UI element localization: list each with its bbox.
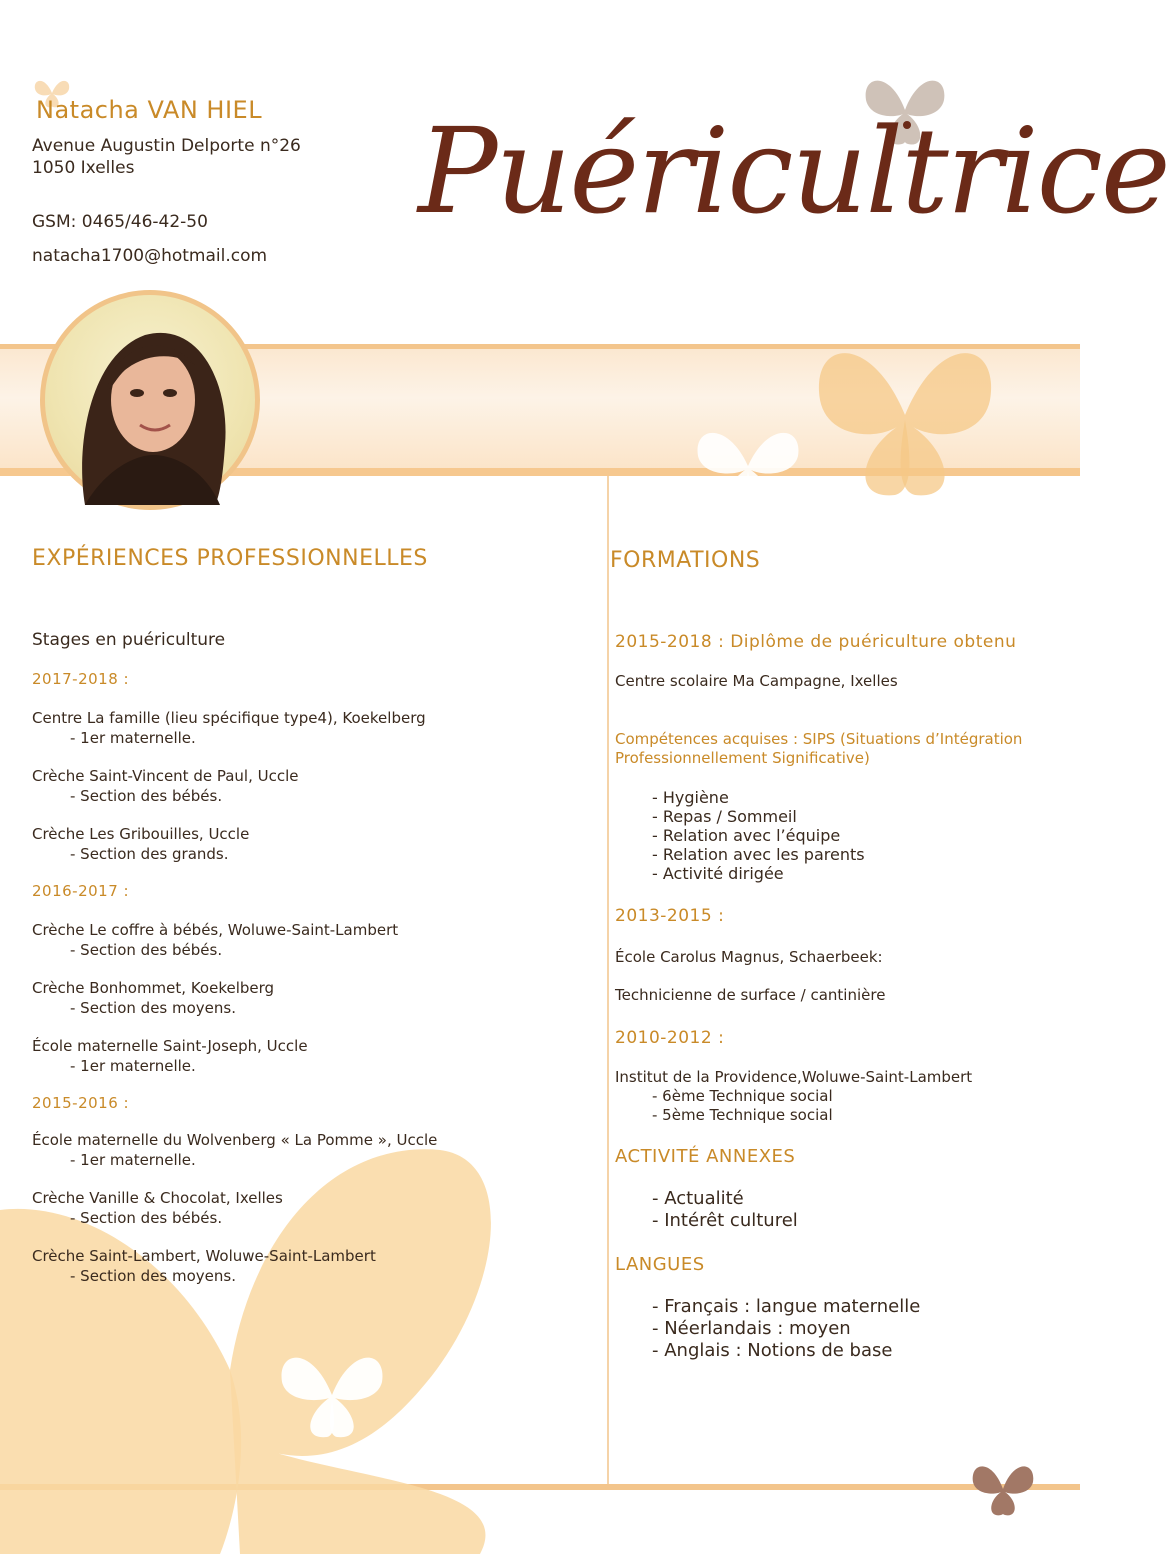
person-name: Natacha VAN HIEL bbox=[36, 96, 263, 124]
list-item: Crèche Vanille & Chocolat, Ixelles - Section des bébés. bbox=[32, 1189, 283, 1227]
list-item: - Intérêt culturel bbox=[652, 1210, 798, 1231]
list-item: Centre La famille (lieu spécifique type4), Koekelberg - 1er maternelle. bbox=[32, 709, 426, 747]
experiences-title: EXPÉRIENCES PROFESSIONNELLES bbox=[32, 546, 428, 571]
formation-1-skills-line-1: Compétences acquises : SIPS (Situations d’Intégration bbox=[615, 730, 1023, 748]
butterfly-brown-icon bbox=[968, 1458, 1038, 1520]
profile-photo bbox=[40, 290, 260, 510]
formation-2-year: 2013-2015 : bbox=[615, 906, 725, 926]
annexes-list bbox=[652, 1188, 798, 1232]
list-item: - Hygiène bbox=[652, 788, 729, 807]
portrait-icon bbox=[45, 295, 255, 505]
butterfly-white-bottom-icon bbox=[272, 1340, 392, 1445]
list-item: - Néerlandais : moyen bbox=[652, 1318, 851, 1339]
formation-3-detail: - 5ème Technique social bbox=[652, 1106, 833, 1124]
formation-2-school: École Carolus Magnus, Schaerbeek: bbox=[615, 948, 883, 966]
formation-3-detail: - 6ème Technique social bbox=[652, 1087, 833, 1105]
year-2015-2016: 2015-2016 : bbox=[32, 1094, 130, 1112]
list-item: École maternelle du Wolvenberg « La Pomme », Uccle - 1er maternelle. bbox=[32, 1131, 438, 1169]
formation-3-school: Institut de la Providence,Woluwe-Saint-Lambert bbox=[615, 1068, 973, 1086]
butterfly-white-icon bbox=[688, 416, 808, 516]
list-item: Crèche Bonhommet, Koekelberg - Section des moyens. bbox=[32, 979, 275, 1017]
butterfly-icon bbox=[800, 320, 1010, 510]
formation-1-skills-line-2: Professionnellement Significative) bbox=[615, 749, 870, 767]
langues-title: LANGUES bbox=[615, 1254, 705, 1275]
formation-1-heading: 2015-2018 : Diplôme de puériculture obtenu bbox=[615, 632, 1017, 652]
formations-title: FORMATIONS bbox=[610, 548, 761, 573]
formation-3-year: 2010-2012 : bbox=[615, 1028, 725, 1048]
list-item: École maternelle Saint-Joseph, Uccle - 1er maternelle. bbox=[32, 1037, 308, 1075]
list-item: Crèche Le coffre à bébés, Woluwe-Saint-Lambert - Section des bébés. bbox=[32, 921, 399, 959]
list-item: - Anglais : Notions de base bbox=[652, 1340, 893, 1361]
phone-number: GSM: 0465/46-42-50 bbox=[32, 212, 208, 232]
langues-list bbox=[652, 1296, 920, 1362]
formation-1-school: Centre scolaire Ma Campagne, Ixelles bbox=[615, 672, 898, 690]
list-item: Crèche Saint-Lambert, Woluwe-Saint-Lambert - Section des moyens. bbox=[32, 1247, 376, 1285]
list-item: Crèche Saint-Vincent de Paul, Uccle - Section des bébés. bbox=[32, 767, 299, 805]
list-item: - Relation avec les parents bbox=[652, 845, 865, 864]
list-item: - Français : langue maternelle bbox=[652, 1296, 921, 1317]
list-item: - Repas / Sommeil bbox=[652, 807, 797, 826]
job-title: Puéricultrice bbox=[418, 102, 1169, 240]
email-address[interactable]: natacha1700@hotmail.com bbox=[32, 246, 268, 266]
year-2016-2017: 2016-2017 : bbox=[32, 882, 130, 900]
annexes-title: ACTIVITÉ ANNEXES bbox=[615, 1146, 796, 1167]
year-2017-2018: 2017-2018 : bbox=[32, 670, 130, 688]
address-line-1: Avenue Augustin Delporte n°26 bbox=[32, 136, 301, 156]
list-item: Crèche Les Gribouilles, Uccle - Section des grands. bbox=[32, 825, 250, 863]
list-item: - Actualité bbox=[652, 1188, 744, 1209]
experiences-subtitle: Stages en puériculture bbox=[32, 630, 226, 650]
formation-2-job: Technicienne de surface / cantinière bbox=[615, 986, 886, 1004]
list-item: - Activité dirigée bbox=[652, 864, 784, 883]
skills-list bbox=[652, 788, 865, 883]
list-item: - Relation avec l’équipe bbox=[652, 826, 841, 845]
column-divider bbox=[607, 476, 609, 1488]
address-line-2: 1050 Ixelles bbox=[32, 158, 135, 178]
